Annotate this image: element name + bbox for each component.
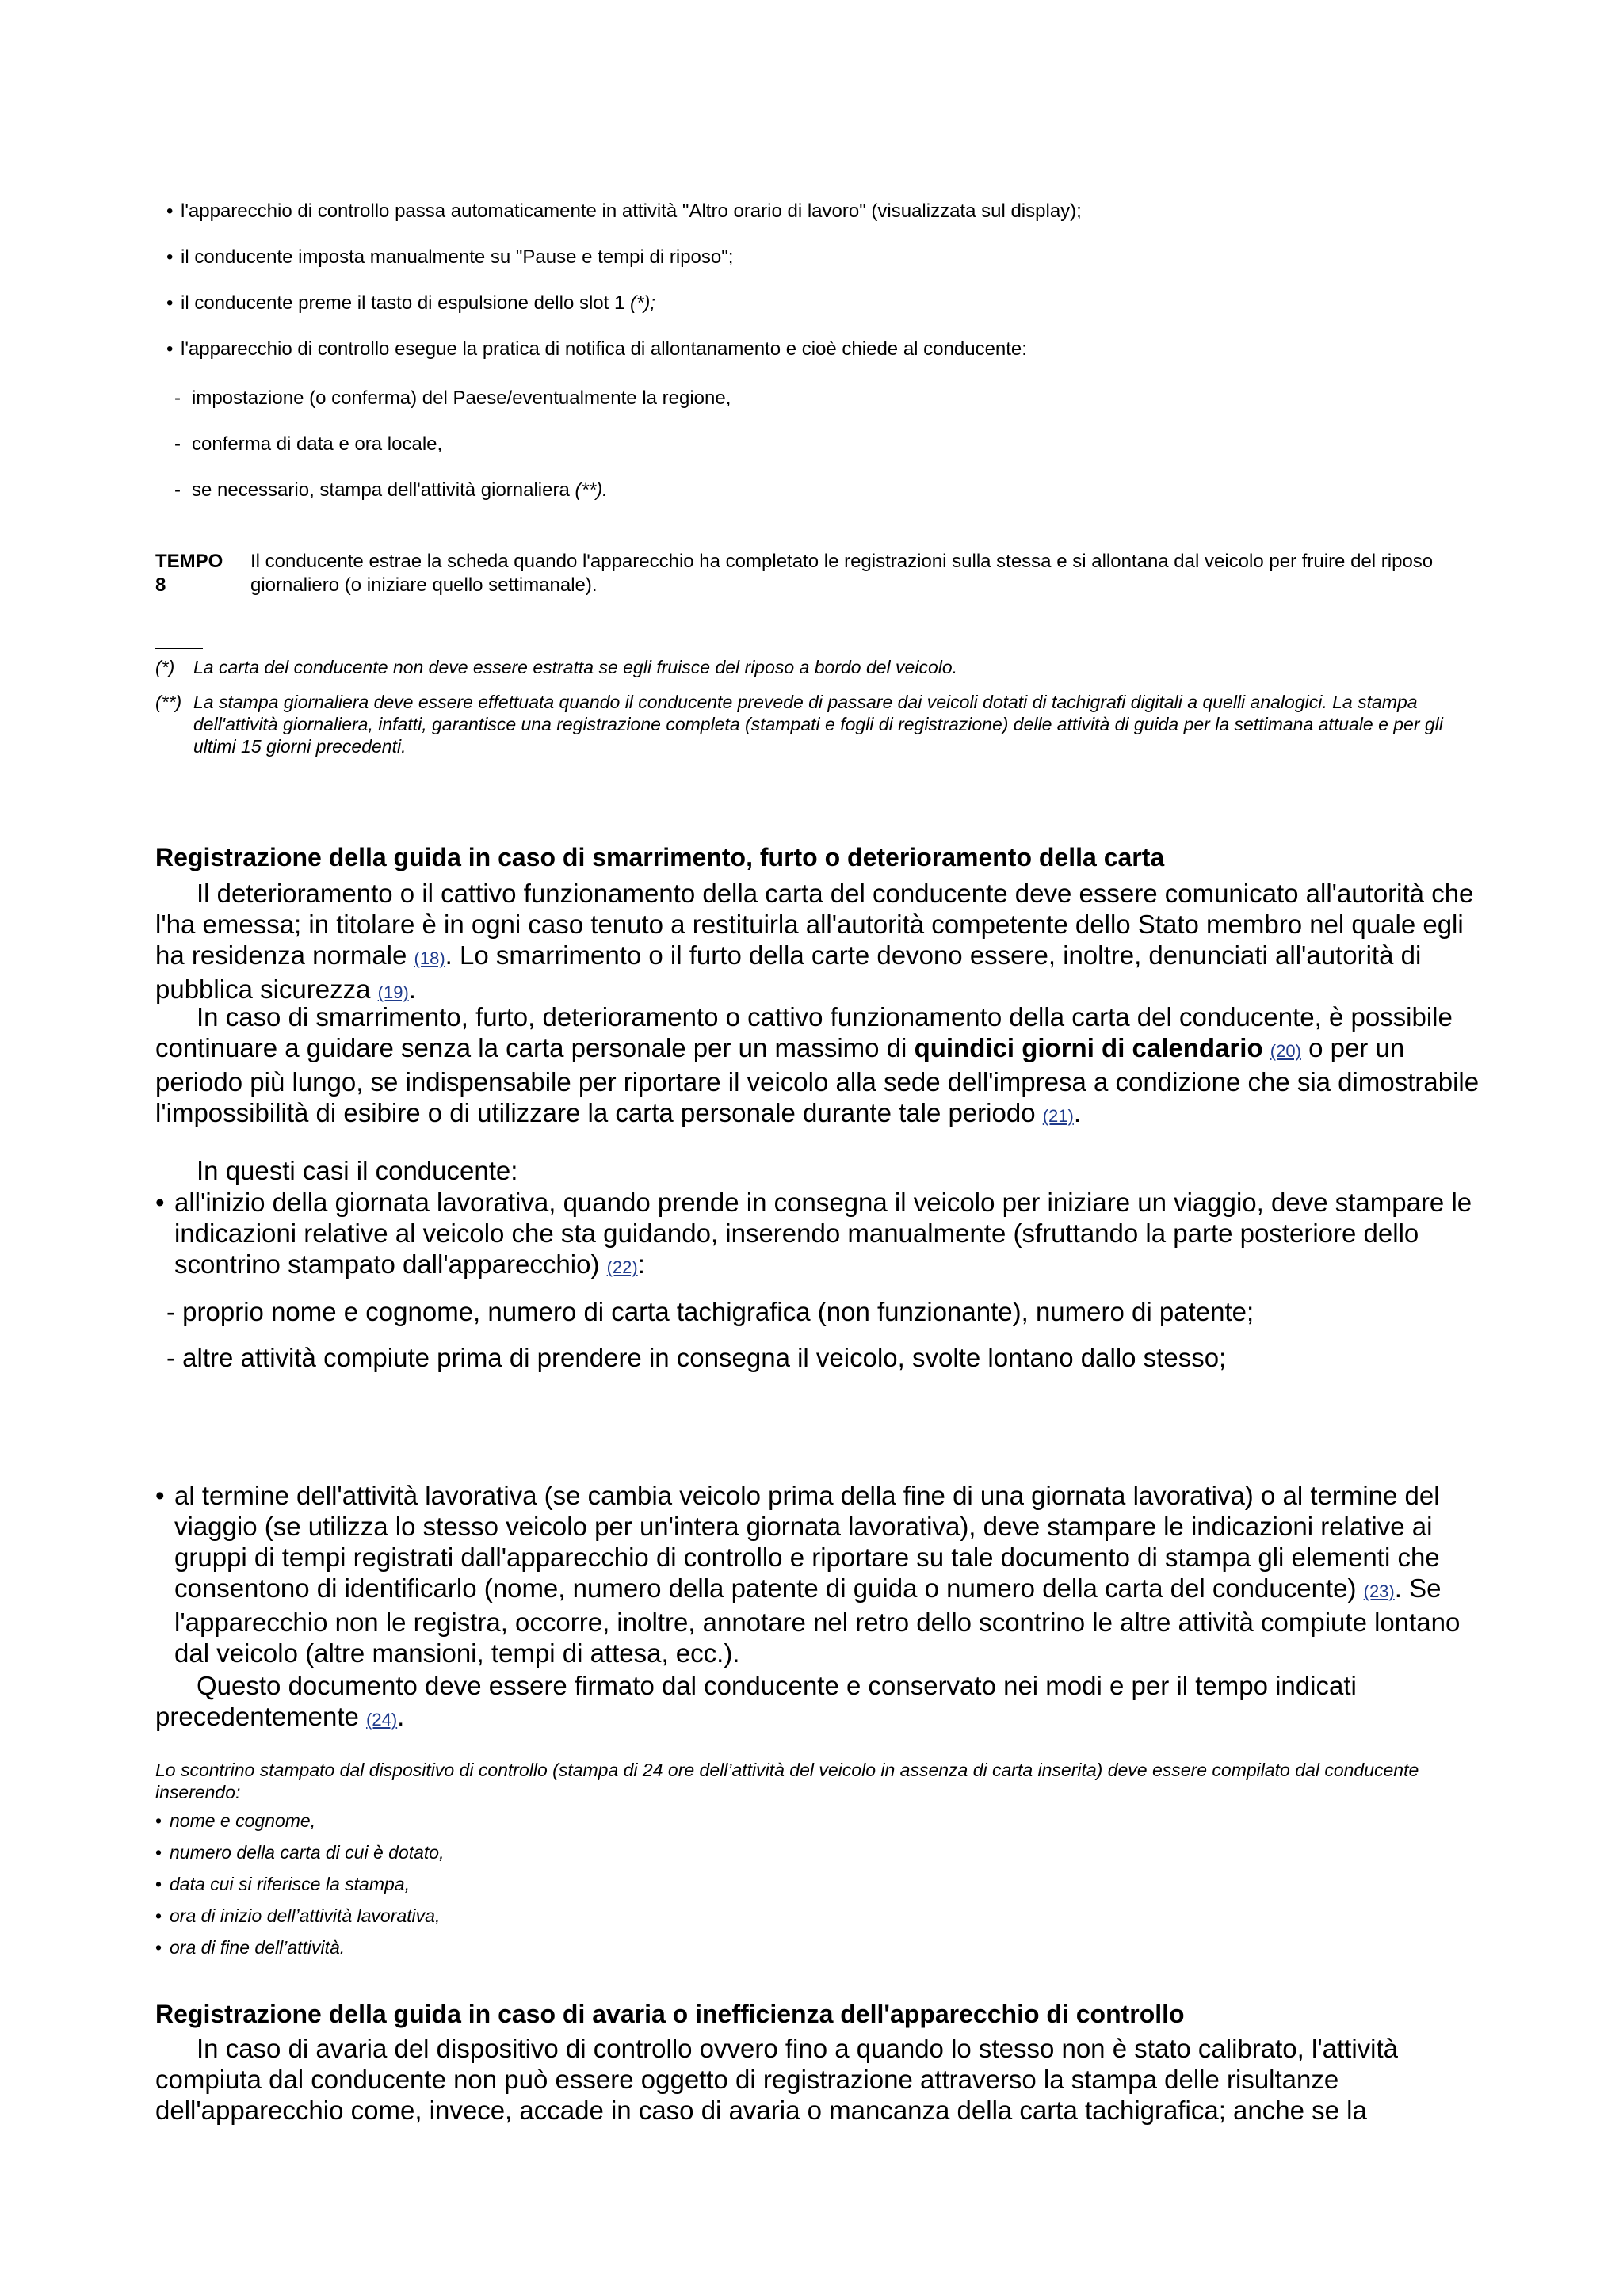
- footnote-link[interactable]: (21): [1042, 1106, 1074, 1126]
- note-intro: Lo scontrino stampato dal dispositivo di controllo (stampa di 24 ore dell’attività del veicolo in assenza di carta inserita) deve essere compilato dal conducente inserendo:: [155, 1760, 1419, 1802]
- bullet-item: • il conducente imposta manualmente su "Pause e tempi di riposo";: [166, 246, 734, 268]
- note-item: • numero della carta di cui è dotato,: [155, 1842, 445, 1863]
- note-item: • ora di inizio dell’attività lavorativa,: [155, 1905, 441, 1926]
- paragraph: In questi casi il conducente:: [197, 1156, 518, 1185]
- footnote-link[interactable]: (19): [377, 982, 409, 1002]
- note-item: • data cui si riferisce la stampa,: [155, 1874, 410, 1894]
- step-label: TEMPO 8: [155, 551, 223, 596]
- paragraph: In caso di avaria del dispositivo di controllo ovvero fino a quando lo stesso non è stato calibrato, l'attività compiuta dal conducente non può essere oggetto di registrazione attraverso la stampa delle risultanze dell'apparecchio come, invece, accade in caso di avaria o mancanza della carta tachigrafica; anche se la: [155, 2034, 1399, 2125]
- paragraph: Il deterioramento o il cattivo funzionamento della carta del conducente deve essere comunicato all'autorità che l'ha emessa; in titolare è in ogni caso tenuto a restituirla all'autorità competente dello Stato membro nel quale egli ha residenza normale (18). Lo smarrimento o il furto della carte devono essere, inoltre, denunciati all'autorità di pubblica sicurezza (19).: [155, 879, 1474, 1004]
- footnote-ref: (*);: [630, 292, 656, 314]
- footnote: (*) La carta del conducente non deve essere estratta se egli fruisce del riposo a bordo del veicolo.: [155, 657, 958, 677]
- dash-item: - altre attività compiute prima di prendere in consegna il veicolo, svolte lontano dallo stesso;: [166, 1343, 1227, 1372]
- dash-item: - conferma di data e ora locale,: [174, 433, 443, 455]
- dash-item: - impostazione (o conferma) del Paese/eventualmente la regione,: [174, 387, 731, 409]
- bullet-item: • al termine dell'attività lavorativa (se cambia veicolo prima della fine di una giornata lavorativa) o al termine del viaggio (se utilizza lo stesso veicolo per un'intera giornata lavorativa), deve stampare le indicazioni relative ai gruppi di tempi registrati dall'apparecchio di controllo e riportare su tale documento di stampa gli elementi che consentono di identificarlo (nome, numero della patente di guida o numero della carta del conducente) (23). Se l'apparecchio non le registra, occorre, inoltre, annotare nel retro dello scontrino le altre attività compiute lontano dal veicolo (altre mansioni, tempi di attesa, ecc.).: [155, 1481, 1461, 1668]
- bullet-item: • all'inizio della giornata lavorativa, quando prende in consegna il veicolo per iniziare un viaggio, deve stampare le indicazioni relative al veicolo che sta guidando, inserendo manualmente (sfruttando la parte posteriore dello scontrino stampato dall'apparecchio) (22):: [155, 1188, 1472, 1279]
- step-text: Il conducente estrae la scheda quando l'apparecchio ha completato le registrazioni sulla stessa e si allontana dal veicolo per fruire del riposo giornaliero (o iniziare quello settimanale).: [250, 551, 1434, 596]
- paragraph: Questo documento deve essere firmato dal conducente e conservato nei modi e per il tempo indicati precedentemente (24).: [155, 1671, 1357, 1731]
- footnote-link[interactable]: (23): [1363, 1581, 1395, 1601]
- footnote-link[interactable]: (18): [414, 948, 445, 968]
- note-item: • nome e cognome,: [155, 1810, 316, 1831]
- section-heading: Registrazione della guida in caso di avaria o inefficienza dell'apparecchio di controllo: [155, 2000, 1185, 2028]
- bullet-item: • il conducente preme il tasto di espulsione dello slot 1 (*);: [166, 292, 656, 314]
- paragraph: In caso di smarrimento, furto, deterioramento o cattivo funzionamento della carta del conducente, è possibile continuare a guidare senza la carta personale per un massimo di quindici giorni di calendario (20) o per un periodo più lungo, se indispensabile per riportare il veicolo alla sede dell'impresa a condizione che sia dimostrabile l'impossibilità di esibire o di utilizzare la carta personale durante tale periodo (21).: [155, 1002, 1480, 1127]
- dash-item: - proprio nome e cognome, numero di carta tachigrafica (non funzionante), numero di patente;: [166, 1297, 1254, 1326]
- footnote-separator: [155, 648, 203, 649]
- section-heading: Registrazione della guida in caso di smarrimento, furto o deterioramento della carta: [155, 843, 1165, 871]
- note-item: • ora di fine dell’attività.: [155, 1937, 346, 1958]
- dash-item: - se necessario, stampa dell'attività giornaliera (**).: [174, 479, 608, 501]
- footnote-ref: (**).: [575, 479, 608, 501]
- footnote: (**) La stampa giornaliera deve essere effettuata quando il conducente prevede di passare dai veicoli dotati di tachigrafi digitali a quelli analogici. La stampa dell'attività giornaliera, infatti, garantisce una registrazione completa (stampati e fogli di registrazione) delle attività di guida per la settimana attuale e per gli ultimi 15 giorni precedenti.: [155, 692, 1443, 757]
- bullet-item: • l'apparecchio di controllo passa automaticamente in attività "Altro orario di lavoro" (visualizzata sul display);: [166, 200, 1082, 222]
- footnote-link[interactable]: (22): [606, 1257, 638, 1277]
- footnote-link[interactable]: (20): [1270, 1041, 1301, 1061]
- bullet-item: • l'apparecchio di controllo esegue la pratica di notifica di allontanamento e cioè chiede al conducente:: [166, 338, 1027, 360]
- footnote-link[interactable]: (24): [366, 1710, 398, 1730]
